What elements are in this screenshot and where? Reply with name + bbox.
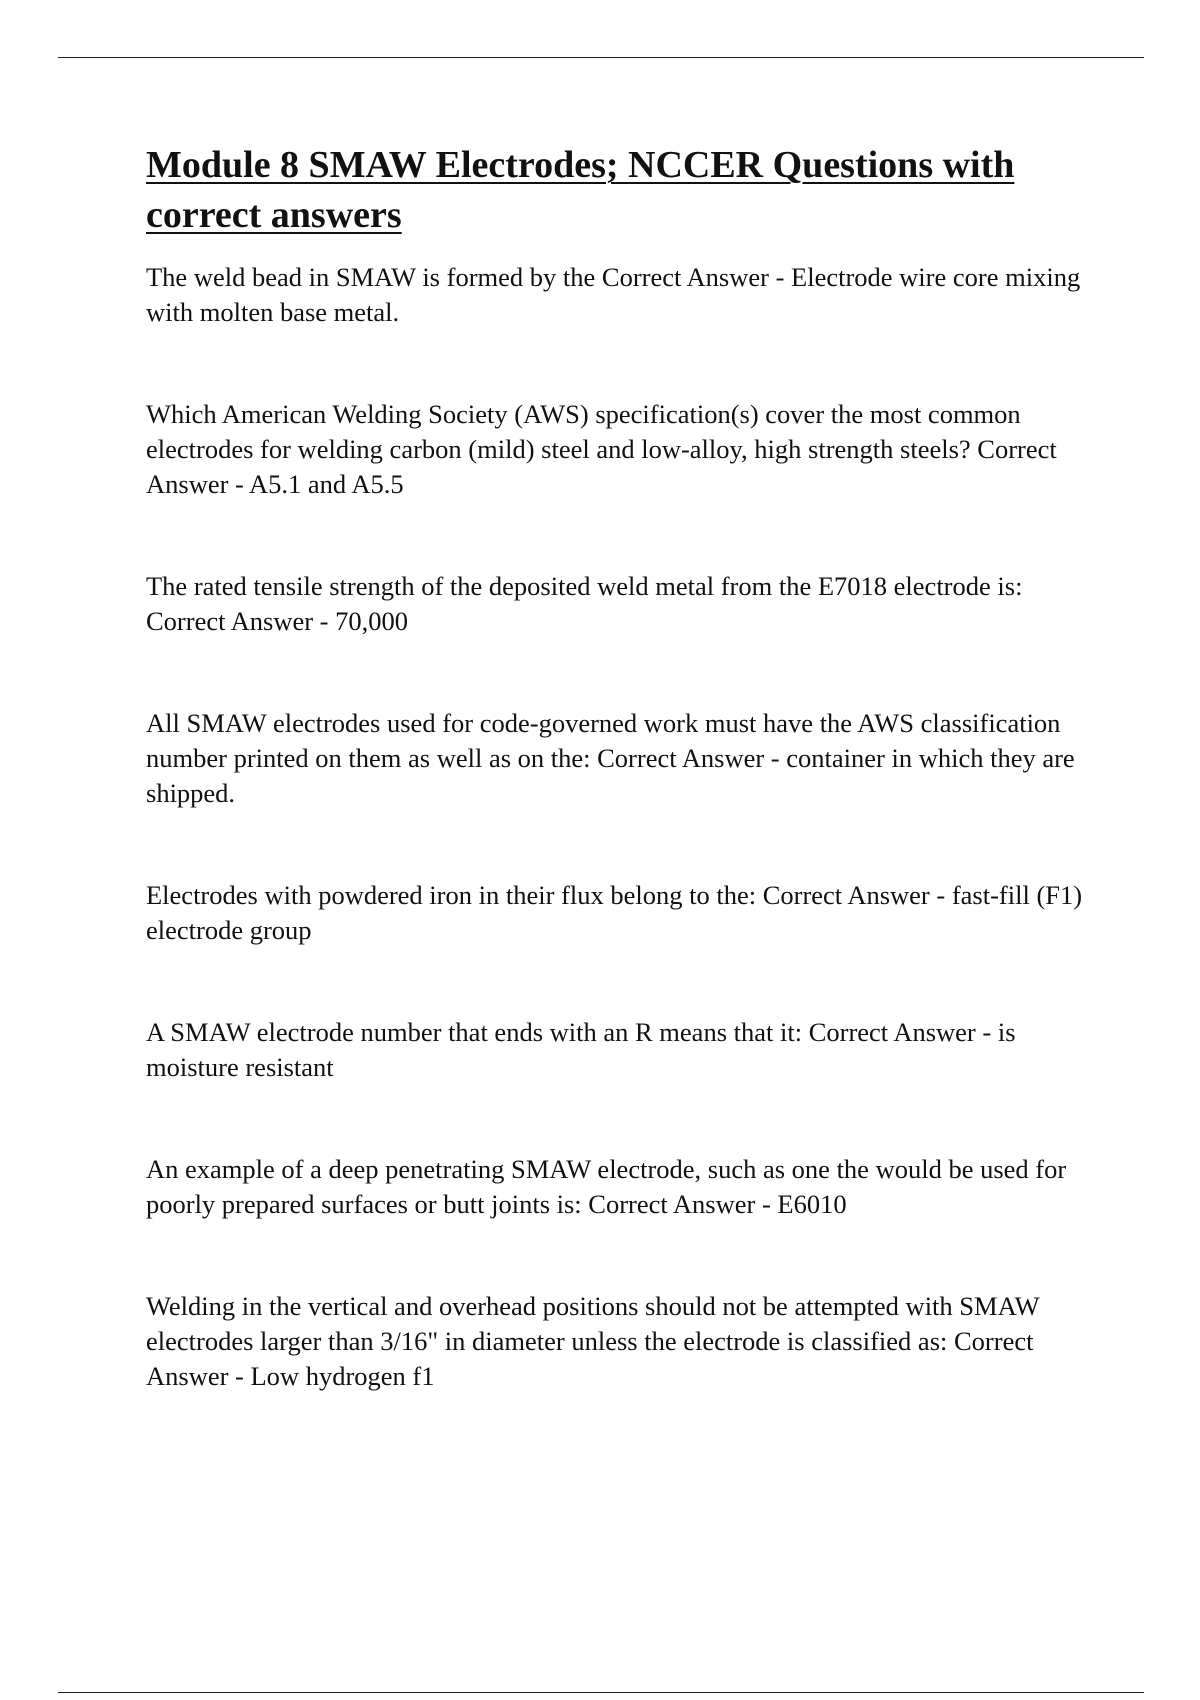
qa-entry-3: The rated tensile strength of the deposited weld metal from the E7018 electrode is: Correct Answer - 70,000 xyxy=(146,571,1023,636)
header-rule xyxy=(58,57,1144,58)
qa-entry-7: An example of a deep penetrating SMAW electrode, such as one the would be used for poorly prepared surfaces or butt joints is: Correct Answer - E6010 xyxy=(146,1154,1067,1219)
qa-entry-4: All SMAW electrodes used for code-governed work must have the AWS classification number printed on them as well as on the: Correct Answer - container in which they are shipped. xyxy=(146,708,1075,808)
qa-entry-6: A SMAW electrode number that ends with an R means that it: Correct Answer - is moisture resistant xyxy=(146,1017,1016,1082)
qa-entry-8: Welding in the vertical and overhead positions should not be attempted with SMAW electrodes larger than 3/16" in diameter unless the electrode is classified as: Correct Answer - Low hydrogen f1 xyxy=(146,1291,1040,1391)
document-title: Module 8 SMAW Electrodes; NCCER Questions with correct answers xyxy=(146,144,1015,236)
footer-rule xyxy=(58,1692,1144,1693)
document-body xyxy=(146,140,1096,1394)
qa-entry-2: Which American Welding Society (AWS) specification(s) cover the most common electrodes for welding carbon (mild) steel and low-alloy, high strength steels? Correct Answer - A5.1 and A5.5 xyxy=(146,399,1057,499)
qa-entry-5: Electrodes with powdered iron in their flux belong to the: Correct Answer - fast-fill (F1) electrode group xyxy=(146,880,1083,945)
qa-entry-1: The weld bead in SMAW is formed by the Correct Answer - Electrode wire core mixing with molten base metal. xyxy=(146,262,1081,327)
